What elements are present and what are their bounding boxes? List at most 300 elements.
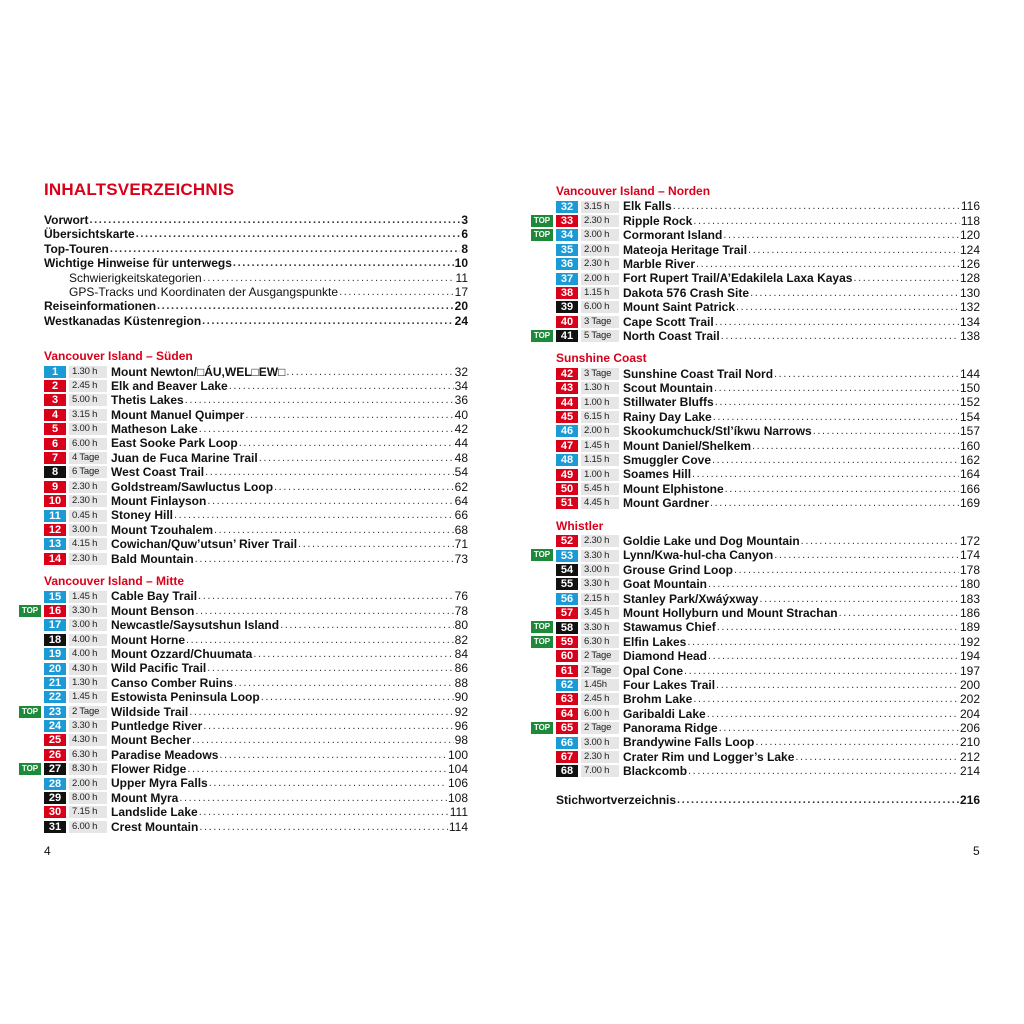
- leader-dots: [89, 213, 460, 227]
- tour-duration: 2.30 h: [69, 495, 107, 507]
- tour-page: 116: [960, 199, 980, 214]
- leader-dots: [207, 661, 453, 675]
- tour-name: Ripple Rock: [623, 213, 693, 228]
- tour-duration: 3 Tage: [581, 368, 619, 380]
- tour-page: 82: [454, 632, 468, 647]
- leader-dots: [714, 381, 959, 395]
- leader-dots: [687, 635, 959, 649]
- tour-duration: 1.00 h: [581, 469, 619, 481]
- page-title: INHALTSVERZEICHNIS: [44, 180, 235, 199]
- tour-page: 134: [959, 314, 980, 329]
- tour-entry[interactable]: [44, 408, 468, 422]
- tour-duration: 4.30 h: [69, 734, 107, 746]
- tour-page: 108: [447, 790, 468, 805]
- tour-entry[interactable]: [44, 633, 468, 647]
- toc-entry[interactable]: [44, 271, 468, 285]
- tour-entry[interactable]: [556, 243, 980, 257]
- tour-entry[interactable]: [533, 548, 980, 563]
- tour-name: Mount Daniel/Shelkem: [623, 438, 752, 453]
- tour-entry[interactable]: [556, 592, 980, 606]
- tour-number-badge: 38: [556, 287, 578, 299]
- tour-page: 124: [959, 242, 980, 257]
- tour-name: Mount Horne: [111, 632, 185, 647]
- tour-duration: 2.30 h: [581, 258, 619, 270]
- tour-page: 212: [959, 749, 980, 764]
- tour-entry[interactable]: [44, 776, 468, 790]
- tour-page: 36: [454, 393, 468, 408]
- tour-duration: 5.00 h: [69, 394, 107, 406]
- tour-duration: 4.15 h: [69, 538, 107, 550]
- tour-entry[interactable]: [44, 508, 468, 522]
- spacer: [556, 779, 980, 793]
- tour-entry[interactable]: [533, 213, 980, 228]
- tour-duration: 2.00 h: [581, 244, 619, 256]
- tour-entry[interactable]: [556, 381, 980, 395]
- tour-number-badge: 35: [556, 244, 578, 256]
- leader-dots: [713, 410, 959, 424]
- tour-name: Lynn/Kwa-hul-cha Canyon: [623, 548, 774, 563]
- tour-entry[interactable]: [44, 748, 468, 762]
- tour-entry[interactable]: [44, 690, 468, 704]
- tour-page: 157: [959, 424, 980, 439]
- tour-entry[interactable]: [44, 422, 468, 436]
- toc-entry-page: 8: [461, 241, 468, 256]
- tour-duration: 1.30 h: [581, 382, 619, 394]
- tour-entry[interactable]: [556, 199, 980, 213]
- tour-duration: 5 Tage: [581, 330, 619, 342]
- tour-name: Mateoja Heritage Trail: [623, 242, 748, 257]
- tour-duration: 6.30 h: [581, 636, 619, 648]
- tour-entry[interactable]: [556, 271, 980, 285]
- tour-entry[interactable]: [533, 228, 980, 243]
- tour-entry[interactable]: [44, 552, 468, 566]
- tour-number-badge: 50: [556, 483, 578, 495]
- tour-entry[interactable]: [556, 395, 980, 409]
- tour-entry[interactable]: [556, 257, 980, 271]
- tour-page: 73: [454, 551, 468, 566]
- leader-dots: [755, 735, 959, 749]
- tour-number-badge: 25: [44, 734, 66, 746]
- tour-entry[interactable]: [44, 365, 468, 379]
- tour-name: Crater Rim und Logger’s Lake: [623, 749, 795, 764]
- tour-entry[interactable]: [44, 820, 468, 834]
- tour-entry[interactable]: [556, 410, 980, 424]
- toc-entry[interactable]: [44, 213, 468, 227]
- tour-name: Cape Scott Trail: [623, 314, 714, 329]
- toc-entry[interactable]: [44, 314, 468, 328]
- toc-entry-page: 3: [461, 213, 468, 227]
- tour-name: East Sooke Park Loop: [111, 436, 238, 451]
- toc-entry-label: Übersichtskarte: [44, 227, 135, 242]
- tour-entry[interactable]: [44, 733, 468, 747]
- tour-name: Mount Myra: [111, 790, 179, 805]
- tour-duration: 4.00 h: [69, 634, 107, 646]
- leader-dots: [693, 214, 960, 228]
- tour-entry[interactable]: [44, 719, 468, 733]
- leader-dots: [189, 705, 453, 719]
- tour-entry[interactable]: [556, 577, 980, 591]
- tour-duration: 3.30 h: [69, 720, 107, 732]
- tour-page: 206: [959, 721, 980, 736]
- tour-number-badge: 42: [556, 368, 578, 380]
- tour-entry[interactable]: [556, 707, 980, 721]
- tour-number-badge: 60: [556, 650, 578, 662]
- tour-duration: 2.00 h: [581, 425, 619, 437]
- tour-name: Newcastle/Saysutshun Island: [111, 618, 280, 633]
- tour-page: 162: [959, 453, 980, 468]
- tour-number-badge: 32: [556, 201, 578, 213]
- tour-page: 44: [454, 436, 468, 451]
- tour-duration: 6.30 h: [69, 749, 107, 761]
- tour-entry[interactable]: [556, 764, 980, 778]
- leader-dots: [174, 508, 454, 522]
- tour-number-badge: 11: [44, 510, 66, 522]
- tour-entry[interactable]: [556, 367, 980, 381]
- leader-dots: [245, 408, 453, 422]
- right-page: [533, 184, 980, 807]
- tour-number-badge: 49: [556, 469, 578, 481]
- tour-page: 164: [959, 467, 980, 482]
- tour-entry[interactable]: [44, 494, 468, 508]
- section-heading: Vancouver Island – Norden: [556, 184, 711, 198]
- tour-number-badge: 28: [44, 778, 66, 790]
- top-badge: TOP: [531, 636, 553, 648]
- tour-number-badge: 36: [556, 258, 578, 270]
- tour-entry[interactable]: [44, 451, 468, 465]
- top-badge: TOP: [531, 621, 553, 633]
- tour-page: 132: [959, 300, 980, 315]
- tour-number-badge: 39: [556, 301, 578, 313]
- tour-page: 66: [454, 508, 468, 523]
- tour-entry[interactable]: [556, 606, 980, 620]
- toc-entry-page: 6: [461, 227, 468, 242]
- tour-page: 202: [959, 692, 980, 707]
- tour-number-badge: 51: [556, 497, 578, 509]
- tour-page: 144: [959, 366, 980, 381]
- toc-entry[interactable]: [44, 299, 468, 313]
- tour-number-badge: 44: [556, 397, 578, 409]
- tour-entry[interactable]: [556, 315, 980, 329]
- index-entry[interactable]: [556, 793, 980, 807]
- tour-name: Goldie Lake und Dog Mountain: [623, 533, 800, 548]
- tour-page: 169: [959, 496, 980, 511]
- tour-entry[interactable]: [556, 534, 980, 548]
- tour-name: Garibaldi Lake: [623, 706, 706, 721]
- tour-entry[interactable]: [44, 647, 468, 661]
- tour-number-badge: 20: [44, 663, 66, 675]
- tour-entry[interactable]: [533, 620, 980, 635]
- leader-dots: [708, 649, 959, 663]
- tour-page: 150: [959, 381, 980, 396]
- tour-number-badge: 1: [44, 366, 66, 378]
- tour-page: 118: [960, 213, 980, 228]
- tour-number-badge: 27: [44, 763, 66, 775]
- leader-dots: [239, 436, 454, 450]
- tour-entry[interactable]: [556, 300, 980, 314]
- toc-entry[interactable]: [44, 242, 468, 256]
- tour-name: Grouse Grind Loop: [623, 562, 733, 577]
- leader-dots: [205, 465, 454, 479]
- tour-duration: 3.00 h: [581, 229, 619, 241]
- tour-name: Crest Mountain: [111, 819, 199, 834]
- leader-dots: [723, 228, 959, 242]
- tour-number-badge: 33: [556, 215, 578, 227]
- tour-page: 86: [454, 661, 468, 676]
- tour-name: Fort Rupert Trail/A’Edakilela Laxa Kayas: [623, 271, 853, 286]
- tour-number-badge: 34: [556, 229, 578, 241]
- tour-duration: 3.00 h: [69, 524, 107, 536]
- left-page: [21, 180, 468, 834]
- tour-entry[interactable]: [556, 286, 980, 300]
- tour-entry[interactable]: [556, 678, 980, 692]
- tour-entry[interactable]: [21, 603, 468, 618]
- tour-name: Paradise Meadows: [111, 747, 219, 762]
- tour-duration: 3.30 h: [581, 578, 619, 590]
- tour-number-badge: 62: [556, 679, 578, 691]
- tour-name: Elk and Beaver Lake: [111, 378, 228, 393]
- tour-page: 120: [959, 228, 980, 243]
- tour-number-badge: 47: [556, 440, 578, 452]
- tour-number-badge: 29: [44, 792, 66, 804]
- tour-name: Smuggler Cove: [623, 453, 712, 468]
- tour-number-badge: 4: [44, 409, 66, 421]
- tour-page: 68: [454, 522, 468, 537]
- tour-entry[interactable]: [556, 692, 980, 706]
- tour-page: 186: [959, 605, 980, 620]
- tour-entry[interactable]: [533, 328, 980, 343]
- tour-entry[interactable]: [44, 537, 468, 551]
- tour-entry[interactable]: [21, 704, 468, 719]
- tour-name: Mount Benson: [111, 603, 195, 618]
- leader-dots: [339, 285, 454, 299]
- leader-dots: [209, 776, 447, 790]
- toc-entry-page: 10: [454, 256, 468, 271]
- tour-name: Mount Saint Patrick: [623, 300, 736, 315]
- tour-name: Mount Newton/□ÁU,WEL□EW□: [111, 364, 286, 379]
- tour-name: Goat Mountain: [623, 577, 707, 592]
- tour-duration: 2 Tage: [581, 650, 619, 662]
- tour-duration: 6.15 h: [581, 411, 619, 423]
- toc-entry-label: GPS-Tracks und Koordinaten der Ausgangspunkte: [69, 284, 339, 299]
- tour-entry[interactable]: [556, 467, 980, 481]
- tour-page: 34: [454, 378, 468, 393]
- tour-duration: 4.00 h: [69, 648, 107, 660]
- index-label: Stichwortverzeichnis: [556, 792, 677, 807]
- tour-name: Stawamus Chief: [623, 620, 716, 635]
- tour-entry[interactable]: [44, 379, 468, 393]
- tour-number-badge: 19: [44, 648, 66, 660]
- leader-dots: [192, 733, 454, 747]
- tour-number-badge: 58: [556, 622, 578, 634]
- toc-entry-label: Top-Touren: [44, 241, 109, 256]
- toc-entry-page: 24: [454, 313, 468, 328]
- tour-page: 76: [454, 589, 468, 604]
- tour-name: Mount Hollyburn und Mount Strachan: [623, 605, 838, 620]
- tour-number-badge: 67: [556, 751, 578, 763]
- tour-number-badge: 10: [44, 495, 66, 507]
- tour-duration: 1.15 h: [581, 287, 619, 299]
- top-badge: TOP: [531, 330, 553, 342]
- leader-dots: [712, 453, 959, 467]
- tour-page: 32: [454, 364, 468, 379]
- tour-name: Goldstream/Sawluctus Loop: [111, 479, 274, 494]
- tour-entry[interactable]: [556, 453, 980, 467]
- toc-entry[interactable]: [44, 227, 468, 241]
- tour-entry[interactable]: [556, 563, 980, 577]
- tour-entry[interactable]: [44, 393, 468, 407]
- leader-dots: [110, 242, 460, 256]
- tour-duration: 1.15 h: [581, 454, 619, 466]
- tour-duration: 3.45 h: [581, 607, 619, 619]
- tour-duration: 4.45 h: [581, 497, 619, 509]
- tour-duration: 3.00 h: [69, 423, 107, 435]
- tour-name: Mount Becher: [111, 733, 192, 748]
- leader-dots: [179, 791, 447, 805]
- top-badge: TOP: [19, 763, 41, 775]
- tour-duration: 1.45 h: [69, 591, 107, 603]
- leader-dots: [219, 748, 447, 762]
- toc-entry[interactable]: [44, 285, 468, 299]
- tour-page: 64: [454, 494, 468, 509]
- tour-duration: 7.00 h: [581, 765, 619, 777]
- tour-page: 106: [447, 776, 468, 791]
- tour-name: Mount Ozzard/Chuumata: [111, 646, 253, 661]
- tour-duration: 3.15 h: [69, 409, 107, 421]
- tour-number-badge: 41: [556, 330, 578, 342]
- tour-page: 152: [959, 395, 980, 410]
- leader-dots: [202, 314, 453, 328]
- tour-page: 166: [959, 481, 980, 496]
- tour-duration: 1.30 h: [69, 366, 107, 378]
- tour-name: Mount Finlayson: [111, 494, 207, 509]
- section-heading: Sunshine Coast: [556, 351, 647, 366]
- tour-number-badge: 31: [44, 821, 66, 833]
- tour-entry[interactable]: [44, 791, 468, 805]
- leader-dots: [693, 692, 959, 706]
- tour-number-badge: 64: [556, 708, 578, 720]
- tour-name: Cowichan/Quw’utsun’ River Trail: [111, 537, 298, 552]
- tour-name: Stillwater Bluffs: [623, 395, 714, 410]
- tour-duration: 2.30 h: [581, 751, 619, 763]
- tour-duration: 2.30 h: [69, 481, 107, 493]
- tour-entry[interactable]: [556, 424, 980, 438]
- tour-number-badge: 40: [556, 316, 578, 328]
- leader-dots: [721, 329, 959, 343]
- tour-name: West Coast Trail: [111, 465, 205, 480]
- leader-dots: [677, 793, 959, 807]
- tour-duration: 1.30 h: [69, 677, 107, 689]
- tour-entry[interactable]: [21, 762, 468, 777]
- leader-dots: [199, 820, 448, 834]
- tour-number-badge: 12: [44, 524, 66, 536]
- tour-duration: 3.00 h: [69, 619, 107, 631]
- tour-page: 189: [959, 620, 980, 635]
- tour-entry[interactable]: [44, 523, 468, 537]
- tour-entry[interactable]: [533, 634, 980, 649]
- tour-number-badge: 2: [44, 380, 66, 392]
- tour-entry[interactable]: [556, 750, 980, 764]
- tour-page: 194: [959, 649, 980, 664]
- tour-page: 183: [959, 591, 980, 606]
- leader-dots: [708, 577, 959, 591]
- toc-entry[interactable]: [44, 256, 468, 270]
- tour-name: Puntledge River: [111, 718, 203, 733]
- tour-entry[interactable]: [556, 439, 980, 453]
- tour-entry[interactable]: [44, 805, 468, 819]
- tour-entry[interactable]: [556, 496, 980, 510]
- tour-number-badge: 53: [556, 550, 578, 562]
- tour-entry[interactable]: [44, 436, 468, 450]
- tour-page: 210: [959, 735, 980, 750]
- leader-dots: [707, 707, 959, 721]
- tour-duration: 5.45 h: [581, 483, 619, 495]
- tour-duration: 6 Tage: [69, 466, 107, 478]
- tour-number-badge: 59: [556, 636, 578, 648]
- tour-entry[interactable]: [44, 589, 468, 603]
- tour-number-badge: 55: [556, 578, 578, 590]
- tour-duration: 2.30 h: [581, 215, 619, 227]
- tour-page: 180: [959, 577, 980, 592]
- tour-duration: 7.15 h: [69, 806, 107, 818]
- top-badge: TOP: [531, 229, 553, 241]
- tour-page: 84: [454, 646, 468, 661]
- leader-dots: [186, 633, 454, 647]
- leader-dots: [750, 286, 959, 300]
- tour-entry[interactable]: [44, 676, 468, 690]
- tour-entry[interactable]: [44, 465, 468, 479]
- toc-entry-label: Westkanadas Küstenregion: [44, 313, 202, 328]
- tour-entry[interactable]: [44, 480, 468, 494]
- tour-entry[interactable]: [556, 735, 980, 749]
- tour-number-badge: 45: [556, 411, 578, 423]
- leader-dots: [198, 589, 454, 603]
- tour-page: 92: [454, 704, 468, 719]
- tour-entry[interactable]: [44, 661, 468, 675]
- tour-duration: 2.45 h: [69, 380, 107, 392]
- tour-duration: 0.45 h: [69, 510, 107, 522]
- tour-duration: 1.45h: [581, 679, 619, 691]
- tour-number-badge: 21: [44, 677, 66, 689]
- tour-number-badge: 46: [556, 425, 578, 437]
- leader-dots: [253, 647, 453, 661]
- tour-entry[interactable]: [533, 721, 980, 736]
- tour-number-badge: 7: [44, 452, 66, 464]
- toc-entry-label: Wichtige Hinweise für unterwegs: [44, 256, 232, 271]
- leader-dots: [801, 534, 959, 548]
- tour-entry[interactable]: [556, 482, 980, 496]
- leader-dots: [199, 422, 454, 436]
- tour-entry[interactable]: [556, 664, 980, 678]
- leader-dots: [673, 199, 960, 213]
- tour-entry[interactable]: [556, 649, 980, 663]
- tour-number-badge: 48: [556, 454, 578, 466]
- leader-dots: [229, 379, 454, 393]
- tour-duration: 2 Tage: [69, 706, 107, 718]
- tour-number-badge: 22: [44, 691, 66, 703]
- tour-name: Canso Comber Ruins: [111, 675, 234, 690]
- tour-name: Bald Mountain: [111, 551, 194, 566]
- tour-name: Wild Pacific Trail: [111, 661, 207, 676]
- tour-page: 98: [454, 733, 468, 748]
- leader-dots: [259, 451, 454, 465]
- leader-dots: [715, 395, 959, 409]
- tour-page: 111: [449, 805, 468, 820]
- tour-name: Mount Manuel Quimper: [111, 407, 245, 422]
- tour-name: Stoney Hill: [111, 508, 174, 523]
- tour-name: Elk Falls: [623, 199, 672, 214]
- tour-number-badge: 6: [44, 438, 66, 450]
- tour-entry[interactable]: [44, 618, 468, 632]
